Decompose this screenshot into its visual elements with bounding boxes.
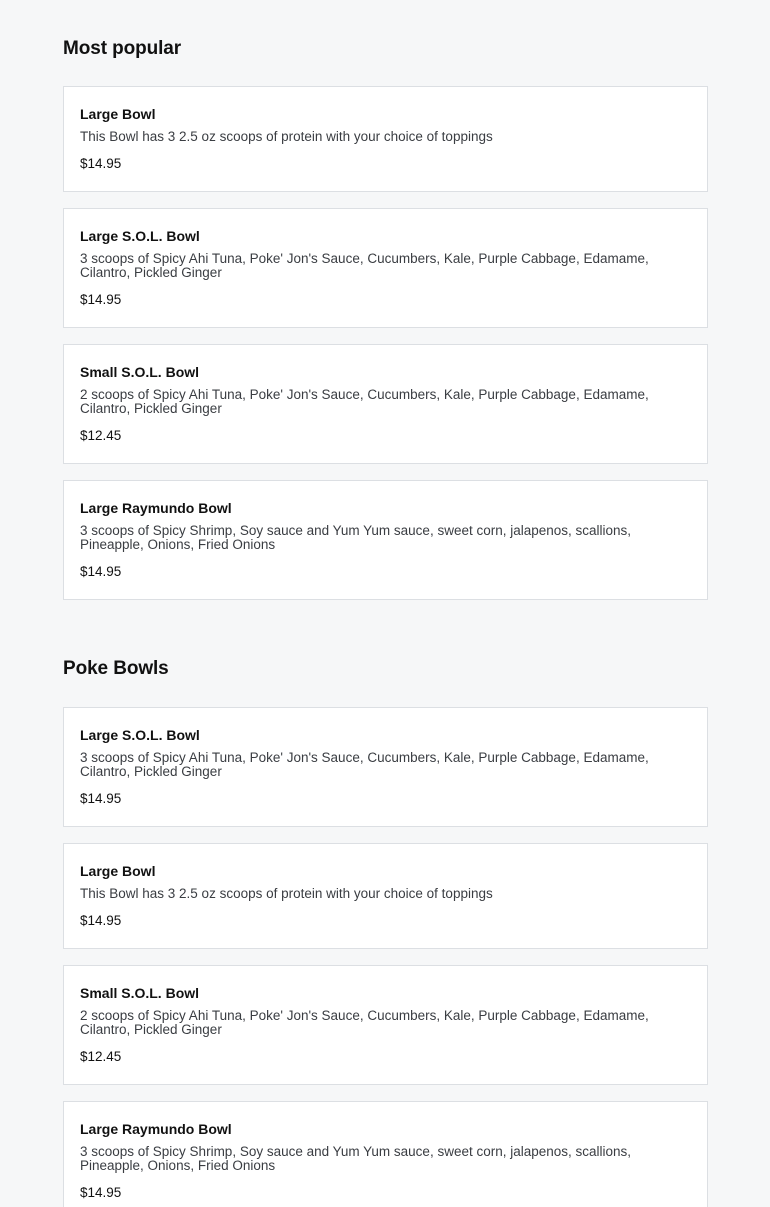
section-most-popular <box>63 0 708 600</box>
section-poke-bowls <box>63 616 708 1207</box>
menu-item-card[interactable] <box>63 86 708 192</box>
item-description: 3 scoops of Spicy Shrimp, Soy sauce and Yum Yum sauce, sweet corn, jalapenos, scallions, Pineapple, Onions, Fried Onions <box>80 523 632 552</box>
item-price: $14.95 <box>80 156 122 171</box>
item-description: 3 scoops of Spicy Ahi Tuna, Poke' Jon's Sauce, Cucumbers, Kale, Purple Cabbage, Edamame, Cilantro, Pickled Ginger <box>80 251 649 280</box>
item-name: Small S.O.L. Bowl <box>80 985 200 1001</box>
item-name: Large Bowl <box>80 106 156 122</box>
item-price: $12.45 <box>80 1049 122 1064</box>
section-title: Most popular <box>63 38 182 59</box>
section-title: Poke Bowls <box>63 658 169 679</box>
item-name: Large S.O.L. Bowl <box>80 228 200 244</box>
item-description: 3 scoops of Spicy Shrimp, Soy sauce and Yum Yum sauce, sweet corn, jalapenos, scallions, Pineapple, Onions, Fried Onions <box>80 1144 632 1173</box>
item-price: $14.95 <box>80 791 122 806</box>
item-price: $14.95 <box>80 913 122 928</box>
item-name: Large Bowl <box>80 863 156 879</box>
item-price: $14.95 <box>80 292 122 307</box>
item-description: This Bowl has 3 2.5 oz scoops of protein with your choice of toppings <box>80 886 493 901</box>
item-description: 2 scoops of Spicy Ahi Tuna, Poke' Jon's Sauce, Cucumbers, Kale, Purple Cabbage, Edamame, Cilantro, Pickled Ginger <box>80 1008 649 1037</box>
menu-item-card[interactable] <box>63 480 708 600</box>
item-description: 3 scoops of Spicy Ahi Tuna, Poke' Jon's Sauce, Cucumbers, Kale, Purple Cabbage, Edamame, Cilantro, Pickled Ginger <box>80 750 649 779</box>
item-name: Large Raymundo Bowl <box>80 500 232 516</box>
item-price: $14.95 <box>80 1185 122 1200</box>
item-name: Small S.O.L. Bowl <box>80 364 200 380</box>
menu-item-card[interactable] <box>63 965 708 1085</box>
menu-item-card[interactable] <box>63 1101 708 1207</box>
menu-item-card[interactable] <box>63 843 708 949</box>
item-name: Large Raymundo Bowl <box>80 1121 232 1137</box>
item-name: Large S.O.L. Bowl <box>80 727 200 743</box>
item-description: 2 scoops of Spicy Ahi Tuna, Poke' Jon's Sauce, Cucumbers, Kale, Purple Cabbage, Edamame, Cilantro, Pickled Ginger <box>80 387 649 416</box>
menu-item-card[interactable] <box>63 208 708 328</box>
item-description: This Bowl has 3 2.5 oz scoops of protein with your choice of toppings <box>80 129 493 144</box>
item-price: $14.95 <box>80 564 122 579</box>
menu-item-card[interactable] <box>63 344 708 464</box>
item-price: $12.45 <box>80 428 122 443</box>
menu-item-card[interactable] <box>63 707 708 827</box>
